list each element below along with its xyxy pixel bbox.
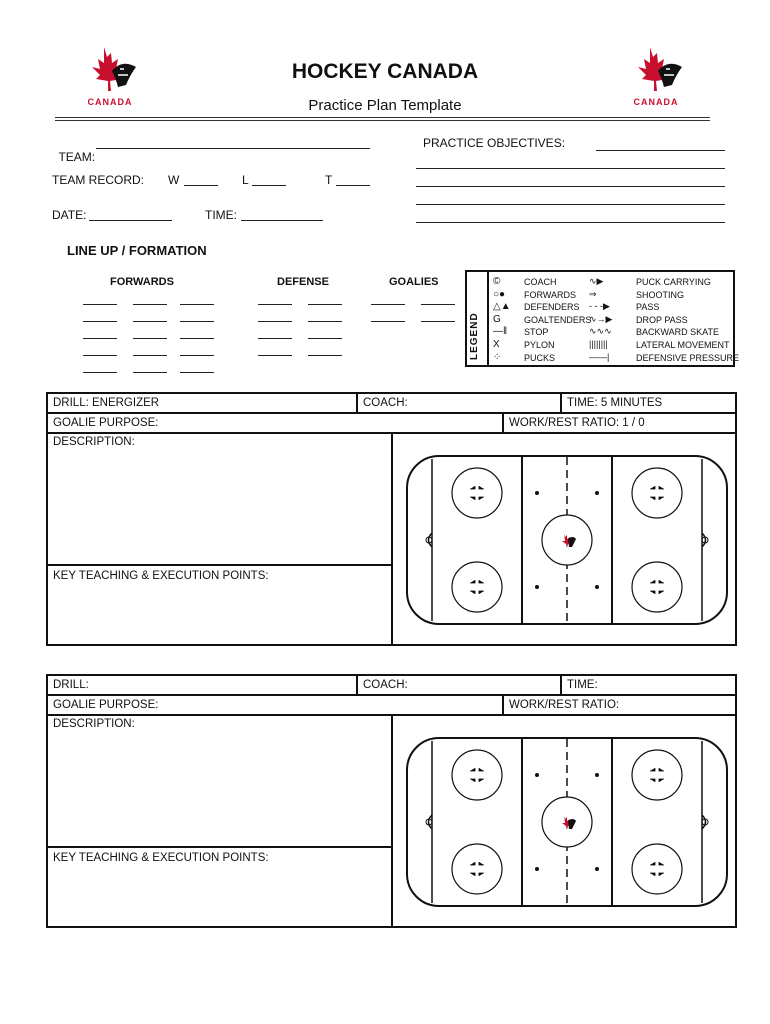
legend-label: PUCKS [524, 352, 556, 363]
team-label: TEAM: [58, 150, 96, 164]
goalies-heading: GOALIES [389, 276, 439, 288]
drill-card [46, 674, 737, 928]
legend-symbol-icon: ——| [589, 351, 610, 362]
wins-input-line[interactable] [184, 185, 218, 186]
drill-row-1 [48, 394, 735, 414]
header-divider [55, 120, 710, 121]
legend-label: LATERAL MOVEMENT [636, 340, 730, 350]
date-label: DATE: [52, 208, 87, 222]
lineup-slot[interactable] [133, 355, 167, 356]
date-input-line[interactable] [89, 220, 172, 221]
lineup-slot[interactable] [83, 338, 117, 339]
drill-row-2 [48, 414, 735, 434]
legend-label: COACH [524, 277, 557, 287]
legend-label: DROP PASS [636, 314, 688, 325]
goalie-purpose-field[interactable]: GOALIE PURPOSE: [53, 417, 159, 429]
lineup-slot[interactable] [180, 321, 214, 322]
description-label: DESCRIPTION: [53, 718, 135, 730]
lineup-slot[interactable] [180, 355, 214, 356]
legend-symbol-icon: ⁘ [493, 351, 502, 363]
rink-area[interactable] [406, 455, 728, 630]
lineup-slot[interactable] [258, 304, 292, 305]
header-divider [55, 117, 710, 118]
objectives-input-line[interactable] [416, 222, 725, 223]
rink-area[interactable] [406, 737, 728, 912]
team-field [52, 136, 95, 164]
lineup-slot[interactable] [133, 321, 167, 322]
wins-label: W [168, 173, 180, 187]
coach-field[interactable]: COACH: [363, 679, 408, 691]
work-rest-field[interactable]: WORK/REST RATIO: 1 / 0 [509, 417, 645, 429]
legend-symbol-icon: ⇒ [589, 288, 597, 299]
legend-side [467, 272, 489, 365]
legend-label: PYLON [524, 340, 555, 350]
lineup-slot[interactable] [308, 355, 342, 356]
legend-symbol-icon: © [493, 276, 501, 287]
objectives-input-line[interactable] [416, 186, 725, 187]
losses-input-line[interactable] [252, 185, 286, 186]
time-field[interactable]: TIME: 5 MINUTES [567, 397, 663, 409]
goalie-purpose-field[interactable]: GOALIE PURPOSE: [53, 699, 159, 711]
logo-wordmark: CANADA [633, 97, 679, 107]
description-area[interactable] [50, 450, 388, 560]
key-points-area[interactable] [50, 584, 388, 642]
hockey-rink-diagram [406, 455, 728, 625]
legend-label: DEFENDERS [524, 302, 580, 313]
lineup-slot[interactable] [421, 321, 455, 322]
team-input-line[interactable] [96, 148, 370, 149]
lineup-slot[interactable] [421, 304, 455, 305]
objectives-input-line[interactable] [416, 204, 725, 205]
legend-symbol-icon: ∿∿∿ [589, 326, 612, 337]
lineup-slot[interactable] [308, 338, 342, 339]
legend-symbol-icon: X [493, 339, 500, 350]
defense-heading: DEFENSE [277, 276, 329, 288]
legend-label: STOP [524, 327, 549, 338]
lineup-slot[interactable] [133, 372, 167, 373]
team-record-label: TEAM RECORD: [52, 173, 145, 187]
lineup-slot[interactable] [83, 372, 117, 373]
panel-divider [391, 432, 393, 644]
legend-label: FORWARDS [524, 289, 577, 300]
lineup-slot[interactable] [258, 355, 292, 356]
coach-field[interactable]: COACH: [363, 397, 408, 409]
key-points-area[interactable] [50, 866, 388, 924]
lineup-slot[interactable] [371, 304, 405, 305]
objectives-input-line[interactable] [416, 168, 725, 169]
legend-symbol-icon: |||||||| [589, 339, 608, 349]
objectives-label: PRACTICE OBJECTIVES: [423, 136, 566, 150]
legend-label: SHOOTING [636, 289, 685, 300]
panel-divider [48, 564, 393, 566]
objectives-input-line[interactable] [596, 150, 725, 151]
lineup-slot[interactable] [133, 338, 167, 339]
legend-symbol-icon: ∿→▶ [589, 313, 613, 324]
legend-label: DEFENSIVE PRESSURE [636, 352, 740, 363]
legend-symbol-icon: G [493, 313, 501, 325]
losses-label: L [242, 173, 249, 187]
legend-label: PUCK CARRYING [636, 277, 711, 287]
lineup-slot[interactable] [258, 338, 292, 339]
time-input-line[interactable] [241, 220, 323, 221]
page-title: HOCKEY CANADA [291, 60, 479, 83]
panel-divider [48, 846, 393, 848]
time-field[interactable]: TIME: [567, 679, 598, 691]
lineup-slot[interactable] [371, 321, 405, 322]
description-label: DESCRIPTION: [53, 436, 135, 448]
key-points-label: KEY TEACHING & EXECUTION POINTS: [53, 852, 269, 864]
time-label: TIME: [205, 208, 237, 222]
legend-symbol-icon: △▲ [493, 301, 511, 313]
description-area[interactable] [50, 732, 388, 842]
page-subtitle: Practice Plan Template [308, 97, 462, 114]
legend-title: LEGEND [469, 312, 480, 360]
lineup-slot[interactable] [180, 304, 214, 305]
legend-label: PASS [636, 302, 660, 313]
legend-symbol-icon: —‖ [493, 326, 508, 338]
legend-symbol-icon: - - -▶ [589, 301, 610, 312]
work-rest-field[interactable]: WORK/REST RATIO: [509, 699, 620, 711]
lineup-title: LINE UP / FORMATION [67, 243, 207, 258]
drill-row-2 [48, 696, 735, 716]
drill-name-field[interactable]: DRILL: ENERGIZER [53, 397, 160, 409]
hockey-rink-diagram [406, 737, 728, 907]
logo-wordmark: CANADA [87, 97, 133, 107]
legend-label: GOALTENDERS [524, 314, 592, 325]
lineup-slot[interactable] [83, 304, 117, 305]
legend-label: BACKWARD SKATE [636, 327, 720, 338]
lineup-slot[interactable] [180, 338, 214, 339]
panel-divider [391, 714, 393, 926]
ties-label: T [325, 173, 333, 187]
forwards-heading: FORWARDS [110, 276, 174, 288]
lineup-slot[interactable] [180, 372, 214, 373]
drill-card [46, 392, 737, 646]
lineup-slot[interactable] [308, 304, 342, 305]
legend-symbol-icon: ○● [493, 288, 506, 300]
lineup-slot[interactable] [83, 321, 117, 322]
key-points-label: KEY TEACHING & EXECUTION POINTS: [53, 570, 269, 582]
lineup-slot[interactable] [258, 321, 292, 322]
lineup-slot[interactable] [308, 321, 342, 322]
drill-name-field[interactable]: DRILL: [53, 679, 89, 691]
legend-box [465, 270, 740, 367]
legend-symbol-icon: ∿▶ [589, 276, 604, 286]
ties-input-line[interactable] [336, 185, 370, 186]
lineup-slot[interactable] [133, 304, 167, 305]
lineup-slot[interactable] [83, 355, 117, 356]
drill-row-1 [48, 676, 735, 696]
